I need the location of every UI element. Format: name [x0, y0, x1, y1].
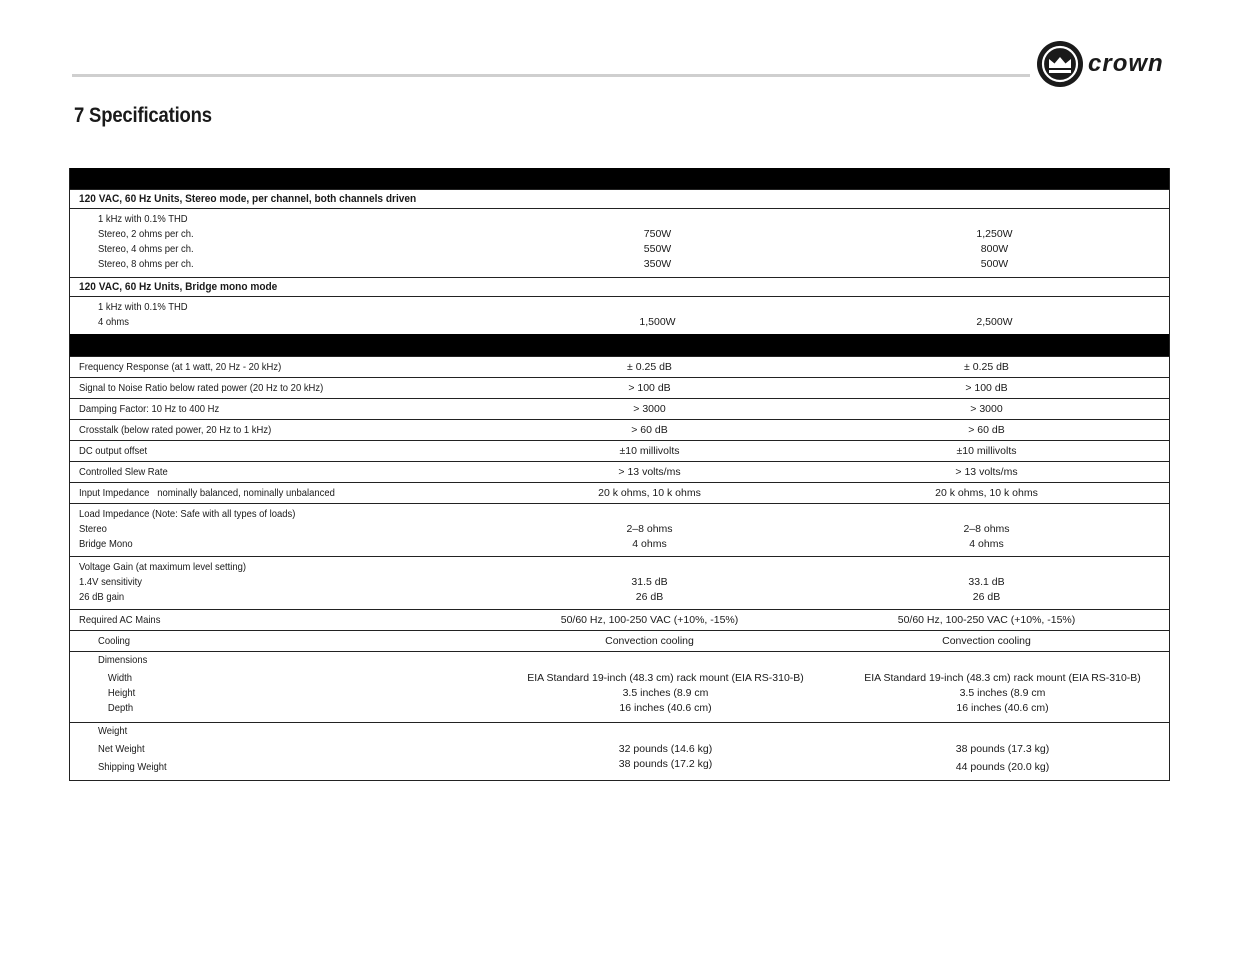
- header-rule: [72, 74, 1030, 77]
- spec-value-col1: > 60 dB: [631, 423, 668, 436]
- stereo-mode-heading: 120 VAC, 60 Hz Units, Stereo mode, per channel, both channels driven: [70, 189, 1169, 208]
- load-impedance-row: [70, 503, 1169, 556]
- crown-logo: [1036, 39, 1164, 89]
- spec-value-col1: 20 k ohms, 10 k ohms: [598, 486, 701, 499]
- dimension-sublabel: Height: [107, 687, 136, 699]
- gain-label: 26 dB gain: [79, 591, 125, 603]
- gain-label: Voltage Gain (at maximum level setting): [79, 561, 247, 573]
- gain-value-col1: 31.5 dB: [631, 576, 668, 588]
- spec-value-col1: > 100 dB: [628, 381, 671, 394]
- spec-row: [70, 377, 1169, 398]
- cooling-value-col1: Convection cooling: [605, 634, 694, 647]
- weight-value-col1: 38 pounds (17.2 kg): [618, 758, 713, 770]
- load-label: Stereo: [79, 523, 107, 535]
- cooling-label: Cooling: [98, 634, 131, 647]
- load-label: Bridge Mono: [79, 538, 133, 550]
- brand-wordmark: crown: [1088, 50, 1164, 77]
- load-label: Load Impedance (Note: Safe with all types of loads): [79, 508, 296, 520]
- mains-label: Required AC Mains: [79, 613, 161, 626]
- spec-label: Frequency Response (at 1 watt, 20 Hz - 20 kHz): [79, 360, 282, 373]
- weight-label: Weight: [98, 725, 128, 737]
- spec-value-col1: ±10 millivolts: [619, 444, 680, 457]
- spec-label: DC output offset: [79, 444, 148, 457]
- cooling-row: [70, 630, 1169, 651]
- spec-value-col2: > 100 dB: [965, 381, 1008, 394]
- stereo-value-col2: 1,250W: [976, 228, 1013, 240]
- spec-value-col2: > 3000: [970, 402, 1003, 415]
- gain-value-col1: 26 dB: [635, 591, 664, 603]
- spec-label: Signal to Noise Ratio below rated power (20 Hz to 20 kHz): [79, 381, 324, 394]
- weight-value-col2: 44 pounds (20.0 kg): [955, 761, 1050, 773]
- spec-row: [70, 419, 1169, 440]
- section-bar-power: [70, 168, 1169, 189]
- spec-label: Controlled Slew Rate: [79, 465, 168, 478]
- spec-value-col2: ±10 millivolts: [956, 444, 1017, 457]
- load-value-col2: 2–8 ohms: [963, 523, 1010, 535]
- dimension-sublabel: Depth: [107, 702, 134, 714]
- weight-row: [70, 722, 1169, 780]
- stereo-label: 1 kHz with 0.1% THD: [98, 213, 188, 225]
- stereo-value-col2: 500W: [980, 258, 1009, 270]
- bridge-label: 4 ohms: [98, 316, 129, 328]
- section-bar-performance: [70, 334, 1169, 356]
- spec-label: Crosstalk (below rated power, 20 Hz to 1 kHz): [79, 423, 272, 436]
- stereo-label: Stereo, 4 ohms per ch.: [98, 243, 194, 255]
- load-value-col2: 4 ohms: [969, 538, 1004, 550]
- dimension-value-col2: 3.5 inches (8.9 cm: [959, 687, 1046, 699]
- dimension-value-col1: 3.5 inches (8.9 cm: [622, 687, 709, 699]
- gain-value-col2: 33.1 dB: [968, 576, 1005, 588]
- bridge-power-row: [70, 296, 1169, 334]
- weight-value-col2: 38 pounds (17.3 kg): [955, 743, 1050, 755]
- spec-value-col2: > 60 dB: [968, 423, 1005, 436]
- gain-label: 1.4V sensitivity: [79, 576, 143, 588]
- dimension-value-col1: EIA Standard 19-inch (48.3 cm) rack mount (EIA RS-310-B): [527, 672, 804, 684]
- dimension-value-col2: 16 inches (40.6 cm): [956, 702, 1049, 714]
- mains-value-col1: 50/60 Hz, 100-250 VAC (+10%, -15%): [560, 613, 739, 626]
- cooling-value-col2: Convection cooling: [942, 634, 1031, 647]
- mains-value-col2: 50/60 Hz, 100-250 VAC (+10%, -15%): [897, 613, 1076, 626]
- voltage-gain-row: [70, 556, 1169, 609]
- dimension-sublabel: Width: [107, 672, 133, 684]
- spec-row: [70, 461, 1169, 482]
- stereo-value-col2: 800W: [980, 243, 1009, 255]
- gain-value-col2: 26 dB: [972, 591, 1001, 603]
- spec-value-col2: ± 0.25 dB: [964, 360, 1009, 373]
- weight-value-col1: 32 pounds (14.6 kg): [618, 743, 713, 755]
- spec-value-col1: > 3000: [633, 402, 666, 415]
- spec-row: [70, 440, 1169, 461]
- specifications-table: [69, 168, 1170, 781]
- bridge-label: 1 kHz with 0.1% THD: [98, 301, 188, 313]
- bridge-value-col2: 2,500W: [976, 316, 1013, 328]
- weight-sublabel: Net Weight: [98, 743, 145, 755]
- spec-value-col1: > 13 volts/ms: [618, 465, 681, 478]
- bridge-mode-heading: 120 VAC, 60 Hz Units, Bridge mono mode: [70, 277, 1169, 296]
- bridge-value-col1: 1,500W: [639, 316, 676, 328]
- stereo-value-col1: 550W: [643, 243, 672, 255]
- dimensions-label: Dimensions: [98, 654, 148, 666]
- spec-value-col1: ± 0.25 dB: [627, 360, 672, 373]
- spec-row: [70, 398, 1169, 419]
- spec-label: Input Impedance nominally balanced, nominally unbalanced: [79, 486, 335, 499]
- dimension-value-col2: EIA Standard 19-inch (48.3 cm) rack mount (EIA RS-310-B): [864, 672, 1141, 684]
- spec-row: [70, 356, 1169, 377]
- stereo-power-row: [70, 208, 1169, 277]
- load-value-col1: 2–8 ohms: [626, 523, 673, 535]
- crown-emblem-icon: [1036, 40, 1084, 88]
- ac-mains-row: [70, 609, 1169, 630]
- page-title: 7 Specifications: [74, 104, 212, 127]
- dimensions-row: [70, 651, 1169, 722]
- spec-label: Damping Factor: 10 Hz to 400 Hz: [79, 402, 220, 415]
- dimension-value-col1: 16 inches (40.6 cm): [619, 702, 712, 714]
- spec-row: [70, 482, 1169, 503]
- spec-value-col2: 20 k ohms, 10 k ohms: [935, 486, 1038, 499]
- weight-sublabel: Shipping Weight: [98, 761, 167, 773]
- stereo-value-col1: 750W: [643, 228, 672, 240]
- load-value-col1: 4 ohms: [632, 538, 667, 550]
- stereo-label: Stereo, 2 ohms per ch.: [98, 228, 194, 240]
- stereo-value-col1: 350W: [643, 258, 672, 270]
- spec-value-col2: > 13 volts/ms: [955, 465, 1018, 478]
- stereo-label: Stereo, 8 ohms per ch.: [98, 258, 194, 270]
